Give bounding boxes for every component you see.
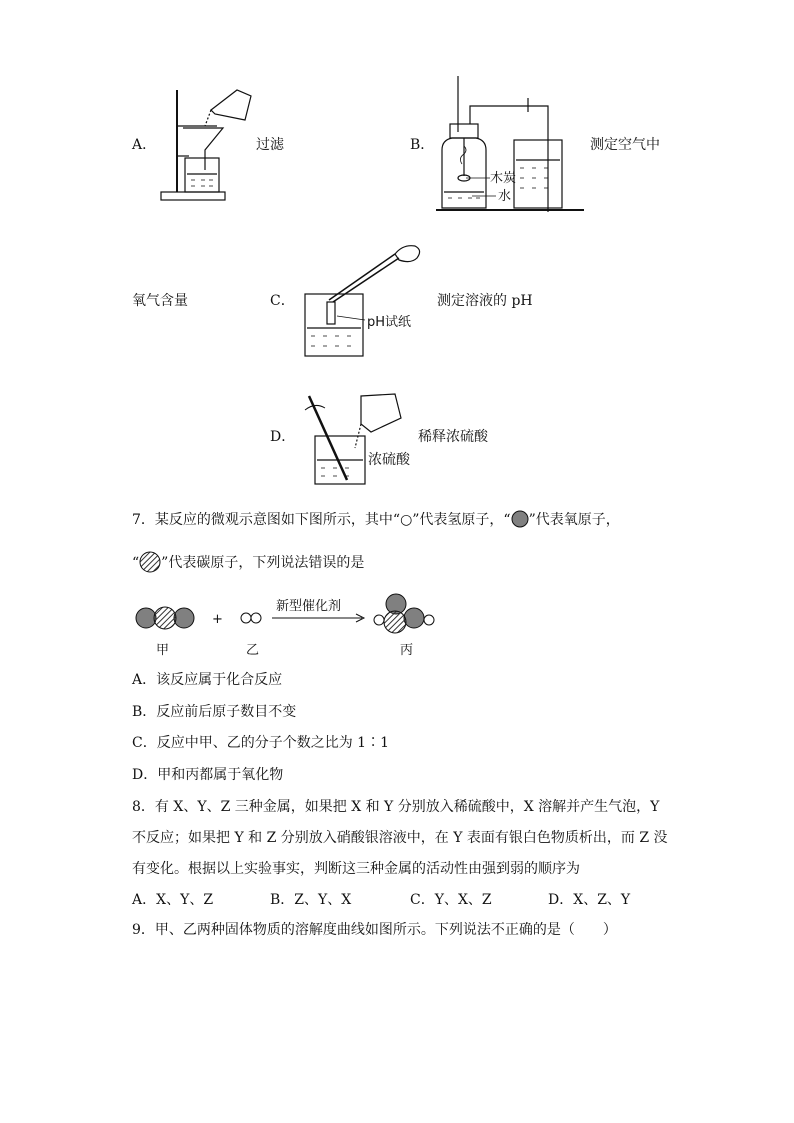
q7-stem-text-4: ”代表碳原子，下列说法错误的是 [161, 555, 365, 571]
dilution-figure [295, 388, 415, 488]
q7-stem-text-1: 7．某反应的微观示意图如下图所示，其中“○”代表氢原子，“ [132, 512, 511, 528]
q9-stem: 9．甲、乙两种固体物质的溶解度曲线如图所示。下列说法不正确的是（ ） [132, 922, 617, 938]
product-label: 丙 [400, 643, 414, 658]
ph-paper-label: pH试纸 [367, 315, 412, 330]
option-b-caption-part1: 测定空气中 [590, 137, 660, 153]
option-d-caption: 稀释浓硫酸 [418, 429, 488, 445]
charcoal-label: 木炭 [490, 171, 517, 186]
reaction-micro-diagram [132, 592, 452, 662]
q7-option-a: A．该反应属于化合反应 [132, 672, 283, 688]
q8-stem-line2: 不反应；如果把 Y 和 Z 分别放入硝酸银溶液中，在 Y 表面有银白色物质析出，而 Z 没 [132, 830, 668, 846]
q7-stem-line1 [132, 510, 620, 529]
reactant-2-label: 乙 [246, 643, 260, 658]
oxygen-measurement-apparatus-figure [432, 72, 588, 212]
reactant-1-label: 甲 [156, 643, 170, 658]
reactant-2-molecule [241, 613, 261, 623]
concentrated-acid-label: 浓硫酸 [368, 452, 410, 468]
plus-sign: + [212, 612, 223, 627]
option-d-label: D． [270, 429, 296, 445]
option-c-label: C． [270, 293, 295, 309]
oxygen-atom-icon [511, 510, 529, 528]
q8-stem-line3: 有变化。根据以上实验事实，判断这三种金属的活动性由强到弱的顺序为 [132, 861, 580, 877]
water-label: 水 [498, 189, 512, 204]
q7-option-d: D．甲和丙都属于氧化物 [132, 767, 284, 783]
option-b-caption-part2: 氧气含量 [132, 293, 188, 309]
filtration-apparatus-figure [155, 80, 255, 210]
q7-stem-text-2: ”代表氧原子， [528, 512, 620, 528]
q8-option-a: A．X、Y、Z [132, 892, 214, 908]
ph-measurement-figure [295, 232, 435, 360]
q8-option-c: C．Y、X、Z [410, 892, 492, 908]
q8-option-b: B．Z、Y、X [270, 892, 352, 908]
q7-stem-line2 [132, 551, 364, 573]
catalyst-label: 新型催化剂 [276, 599, 342, 614]
option-a-label: A． [132, 137, 157, 153]
carbon-atom-icon [139, 551, 161, 573]
q7-option-c: C．反应中甲、乙的分子个数之比为 1∶1 [132, 735, 389, 751]
option-b-label: B． [410, 137, 435, 153]
product-molecule [374, 594, 434, 633]
q8-stem-line1: 8．有 X、Y、Z 三种金属，如果把 X 和 Y 分别放入稀硫酸中，X 溶解并产生气泡，Y [132, 799, 660, 815]
option-c-caption: 测定溶液的 pH [437, 293, 533, 309]
option-a-caption: 过滤 [256, 137, 284, 153]
reactant-1-molecule [136, 607, 194, 629]
q8-option-d: D．X、Z、Y [548, 892, 631, 908]
q7-option-b: B．反应前后原子数目不变 [132, 704, 297, 720]
q7-stem-text-3: “ [132, 555, 140, 571]
